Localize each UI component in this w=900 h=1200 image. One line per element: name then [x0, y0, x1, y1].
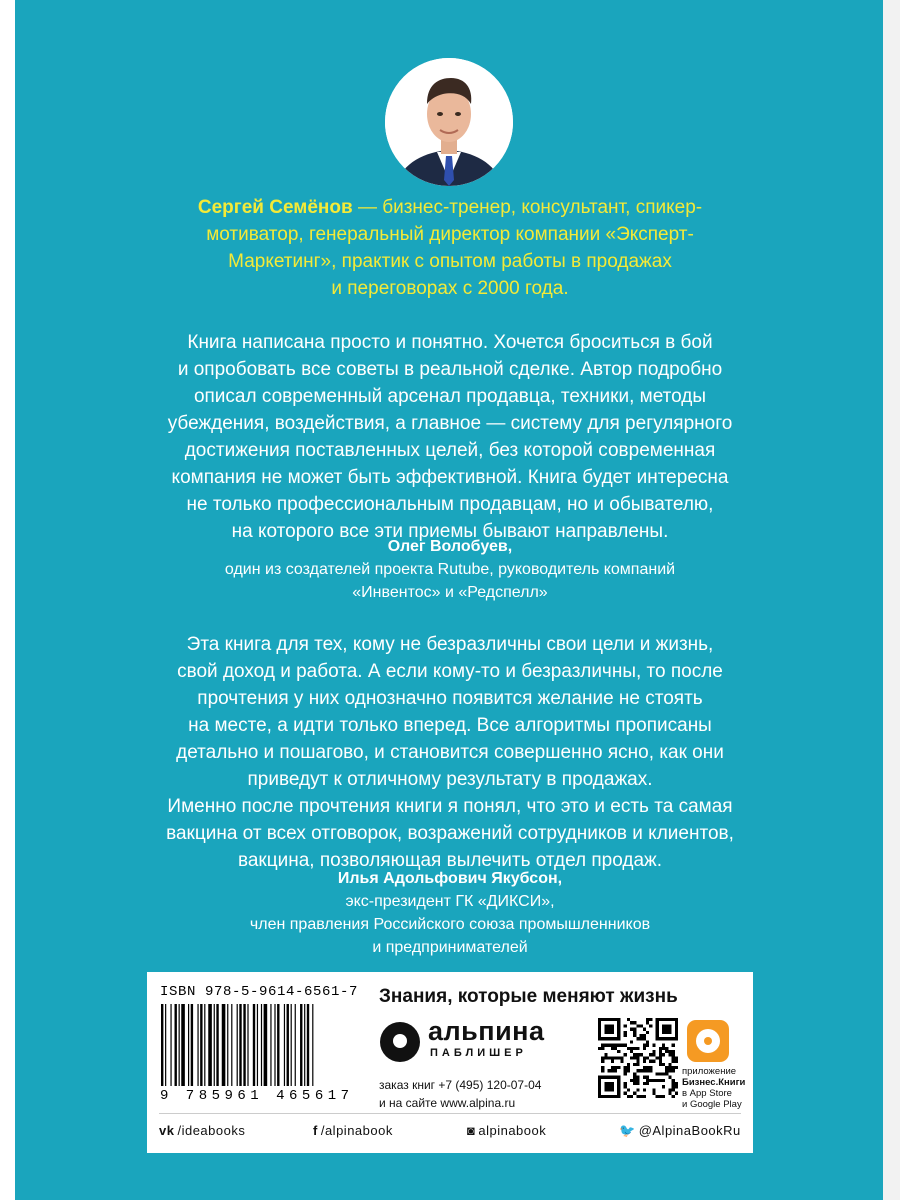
- review-line: не только профессиональным продавцам, но и обывателю,: [186, 494, 714, 515]
- order-phone: заказ книг +7 (495) 120-07-04: [379, 1078, 542, 1092]
- review-line: вакцина от всех отговорок, возражений сотрудников и клиентов,: [166, 823, 734, 844]
- reviewer-name: Илья Адольфович Якубсон,: [337, 870, 563, 887]
- social-label: alpinabook: [478, 1123, 547, 1138]
- review-line: прочтения у них однозначно появится желание не стоять: [197, 688, 703, 709]
- author-name: Сергей Семёнов: [197, 197, 353, 218]
- social-label: /alpinabook: [320, 1123, 393, 1138]
- author-bio-line: Маркетинг», практик с опытом работы в продажах: [228, 251, 672, 272]
- publisher-panel: [147, 972, 753, 1153]
- review-1-attribution: [150, 535, 750, 604]
- isbn-label: ISBN 978-5-9614-6561-7: [160, 984, 359, 1000]
- barcode: [161, 1004, 357, 1086]
- review-2-text: [120, 631, 780, 874]
- social-label: @AlpinaBookRu: [638, 1123, 741, 1138]
- review-line: Именно после прочтения книги я понял, что это и есть та самая: [167, 796, 733, 817]
- review-line: описал современный арсенал продавца, техники, методы: [193, 386, 707, 407]
- app-promo-line: и Google Play: [682, 1099, 742, 1110]
- publisher-subtitle: ПАБЛИШЕР: [430, 1047, 527, 1059]
- publisher-tagline: Знания, которые меняют жизнь: [379, 986, 678, 1007]
- business-books-app-icon: [687, 1020, 729, 1062]
- barcode-number: 9 785961 465617: [160, 1088, 354, 1104]
- reviewer-title: «Инвентос» и «Редспелл»: [352, 584, 548, 601]
- review-line: детально и пошагово, и становится совершенно ясно, как они: [176, 742, 724, 763]
- review-line: и опробовать все советы в реальной сделке. Автор подробно: [177, 359, 723, 380]
- review-line: приведут к отличному результату в продажах.: [247, 769, 653, 790]
- vk-icon: vk: [159, 1123, 175, 1138]
- order-website: и на сайте www.alpina.ru: [379, 1096, 516, 1110]
- app-promo: [682, 1066, 745, 1110]
- review-line: компания не может быть эффективной. Книга будет интересна: [171, 467, 729, 488]
- author-bio-line: — бизнес-тренер, консультант, спикер-: [357, 197, 703, 218]
- reviewer-title: экс-президент ГК «ДИКСИ»,: [345, 893, 555, 910]
- reviewer-title: и предпринимателей: [372, 939, 528, 956]
- author-bio: [120, 194, 780, 302]
- review-line: на месте, а идти только вперед. Все алгоритмы прописаны: [188, 715, 712, 736]
- review-line: достижения поставленных целей, без которой современная: [184, 440, 716, 461]
- publisher-name: альпина: [428, 1016, 545, 1046]
- app-promo-line: приложение: [682, 1066, 737, 1077]
- facebook-icon: f: [313, 1123, 318, 1138]
- review-line: убеждения, воздействия, а главное — систему для регулярного: [167, 413, 733, 434]
- review-line: вакцина, позволяющая вылечить отдел продаж.: [237, 850, 663, 871]
- reviewer-title: один из создателей проекта Rutube, руководитель компаний: [224, 561, 676, 578]
- reviewer-name: Олег Волобуев,: [387, 538, 513, 555]
- social-label: /ideabooks: [177, 1123, 246, 1138]
- author-photo: [385, 58, 513, 186]
- author-bio-line: и переговорах с 2000 года.: [331, 278, 569, 299]
- cover-edge: [883, 0, 900, 1200]
- order-info: [379, 1076, 541, 1112]
- alpina-logo-icon: [380, 1022, 420, 1062]
- review-line: свой доход и работа. А если кому-то и безразличны, то после: [177, 661, 723, 682]
- social-instagram: [467, 1123, 546, 1138]
- review-line: Книга написана просто и понятно. Хочется броситься в бой: [187, 332, 713, 353]
- social-facebook: [313, 1123, 393, 1138]
- review-line: на которого все эти приемы бывают направлены.: [231, 521, 669, 542]
- review-1-text: [120, 329, 780, 545]
- panel-divider: [159, 1113, 741, 1114]
- instagram-icon: ◙: [467, 1123, 476, 1138]
- app-name: Бизнес.Книги: [682, 1077, 746, 1088]
- social-twitter: [619, 1123, 741, 1139]
- review-2-attribution: [150, 867, 750, 959]
- review-line: Эта книга для тех, кому не безразличны свои цели и жизнь,: [186, 634, 714, 655]
- reviewer-title: член правления Российского союза промышленников: [249, 916, 651, 933]
- author-bio-line: мотиватор, генеральный директор компании «Эксперт-: [206, 224, 694, 245]
- twitter-icon: 🐦: [619, 1123, 636, 1138]
- app-promo-line: в App Store: [682, 1088, 732, 1099]
- qr-code-icon: [598, 1018, 678, 1098]
- social-vk: [159, 1123, 245, 1138]
